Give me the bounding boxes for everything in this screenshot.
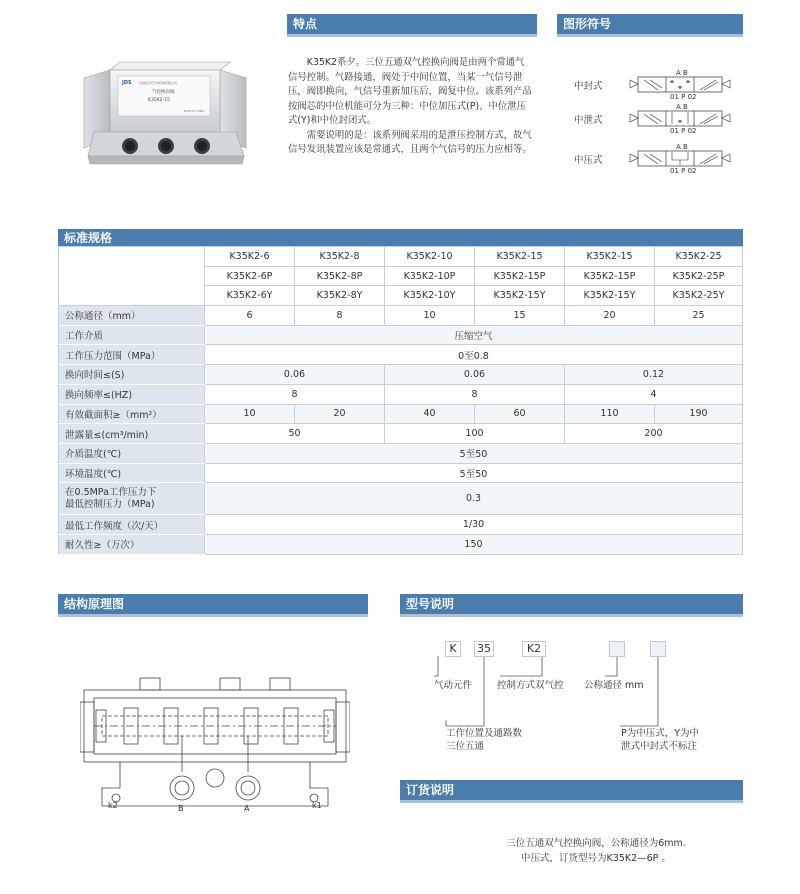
model-cell: K35K2-15P — [565, 266, 655, 286]
model-desc-bore: 公称通径 mm — [584, 680, 644, 691]
symbol-top-ports: A B — [676, 103, 688, 111]
cell: 0至0.8 — [205, 345, 743, 365]
table-row — [59, 306, 743, 326]
cell: 50 — [205, 424, 385, 444]
symbol-top-ports: A B — [676, 143, 688, 151]
spec-header — [58, 229, 743, 247]
cell: 压缩空气 — [205, 325, 743, 345]
model-cell: K35K2-25 — [655, 247, 743, 267]
table-row — [59, 247, 743, 267]
model-code-35: 35 — [474, 641, 494, 657]
model-cell: K35K2-10 — [385, 247, 475, 267]
row-label: 工作压力范围（MPa） — [59, 345, 205, 365]
model-cell: K35K2-10P — [385, 266, 475, 286]
row-label — [59, 483, 205, 515]
cell: 5至50 — [205, 463, 743, 483]
cell: 110 — [565, 404, 655, 424]
cell: 6 — [205, 306, 295, 326]
model-title: 型号说明 — [406, 597, 455, 611]
cell: 8 — [385, 384, 565, 404]
row-label-line: 最低控制压力（MPa) — [65, 498, 155, 510]
cell: 0.06 — [205, 365, 385, 385]
model-desc-suffix — [621, 727, 699, 753]
model-code-k: K — [445, 641, 461, 657]
model-cell: K35K2-15 — [475, 247, 565, 267]
model-cell: K35K2-10Y — [385, 286, 475, 306]
model-cell: K35K2-6P — [205, 266, 295, 286]
row-label: 换向时间≤(S) — [59, 365, 205, 385]
port-label-b: B — [178, 804, 184, 813]
model-cell: K35K2-6 — [205, 247, 295, 267]
table-row — [59, 443, 743, 463]
model-cell: K35K2-8P — [295, 266, 385, 286]
row-label: 介质温度(℃) — [59, 443, 205, 463]
cell: 10 — [205, 404, 295, 424]
cell: 8 — [295, 306, 385, 326]
symbol-label: 中压式 — [574, 155, 603, 166]
cell: 4 — [565, 384, 743, 404]
symbol-label: 中泄式 — [574, 115, 603, 126]
structure-diagram — [80, 660, 350, 820]
symbol-label: 中封式 — [574, 81, 603, 92]
cell: 0.12 — [565, 365, 743, 385]
cell: 200 — [565, 424, 743, 444]
structure-title: 结构原理图 — [64, 597, 125, 611]
table-row — [59, 424, 743, 444]
row-label: 工作介质 — [59, 325, 205, 345]
order-title: 订货说明 — [406, 783, 455, 797]
table-row — [59, 515, 743, 535]
table-row — [59, 404, 743, 424]
model-cell: K35K2-15P — [475, 266, 565, 286]
model-cell: K35K2-15 — [565, 247, 655, 267]
model-cell: K35K2-25P — [655, 266, 743, 286]
valve-symbol-exhaust-center — [628, 102, 732, 134]
order-line-1: 三位五通双气控换向阀，公称通径为6mm. — [506, 838, 686, 849]
symbol-header — [557, 14, 743, 34]
product-name: 气控换向阀 — [152, 90, 175, 95]
symbol-bottom-ports: 01 P 02 — [670, 127, 697, 134]
row-label-line: 在0.5MPa工作压力下 — [65, 486, 157, 498]
cell: 5至50 — [205, 443, 743, 463]
table-row — [59, 534, 743, 554]
model-desc-35-line: 工作位置及通路数 — [446, 728, 523, 739]
port-label-k2: k2 — [108, 801, 118, 810]
model-header — [400, 594, 743, 614]
valve-symbol-pressure-center — [628, 142, 732, 174]
model-desc-35 — [446, 727, 522, 753]
table-row — [59, 325, 743, 345]
cell: 25 — [655, 306, 743, 326]
table-row — [59, 345, 743, 365]
row-label: 环境温度(℃) — [59, 463, 205, 483]
model-desc-suffix-line: P为中压式，Y为中 — [621, 728, 700, 739]
cell: 0.06 — [385, 365, 565, 385]
valve-symbol-closed-center — [628, 68, 732, 100]
model-cell: K35K2-15Y — [565, 286, 655, 306]
order-text — [466, 836, 726, 866]
table-row — [59, 463, 743, 483]
features-paragraph-1: K35K2系夕。三位五通双气控换向阀是由两个常通气信号控制。气路接通，阀处于中间位置，当某一气信号泄压，阀即换向，气信号重新加压后，阀复中位。该系列产品按阀芯的中位机能可分为三种：中位加压式(P)、中位泄压式(Y)和中位封闭式。 — [288, 57, 532, 126]
cell: 8 — [205, 384, 385, 404]
row-label: 耐久性≥（万次） — [59, 534, 205, 554]
model-code-suffix-slot — [650, 641, 666, 657]
row-label: 有效截面积≥（mm²） — [59, 404, 205, 424]
table-corner — [59, 247, 205, 306]
spec-table — [58, 246, 743, 555]
port-label-a: A — [244, 804, 250, 813]
model-desc-k: 气动元件 — [434, 680, 473, 691]
table-row — [59, 483, 743, 515]
model-desc-suffix-line: 泄式中封式不标注 — [621, 741, 698, 752]
model-cell: K35K2-8 — [295, 247, 385, 267]
order-header — [400, 780, 743, 800]
cell: 150 — [205, 534, 743, 554]
row-label: 公称通径（mm） — [59, 306, 205, 326]
product-footer: MADE IN CHINA — [184, 110, 205, 113]
cell: 1/30 — [205, 515, 743, 535]
model-desc-35-line: 三位五通 — [446, 741, 485, 752]
product-logo: JDS — [122, 80, 132, 86]
product-company: 宁波佳尔灵气动机械有限公司 — [138, 81, 178, 85]
order-line-2: 中压式，订货型号为K35K2—6P 。 — [521, 853, 671, 864]
features-header — [287, 14, 537, 34]
model-code-bore-slot — [609, 641, 625, 657]
model-desc-k2: 控制方式双气控 — [497, 680, 564, 691]
product-image — [80, 60, 250, 170]
cell: 20 — [565, 306, 655, 326]
model-cell: K35K2-8Y — [295, 286, 385, 306]
features-title: 特点 — [293, 17, 318, 31]
row-label: 换向频率≤(HZ) — [59, 384, 205, 404]
model-cell: K35K2-15Y — [475, 286, 565, 306]
structure-header — [58, 594, 368, 614]
table-row — [59, 384, 743, 404]
cell: 15 — [475, 306, 565, 326]
cell: 10 — [385, 306, 475, 326]
features-text — [288, 56, 533, 158]
symbol-title: 图形符号 — [563, 17, 612, 31]
symbol-top-ports: A B — [676, 69, 688, 77]
symbol-row — [574, 142, 734, 174]
table-row — [59, 365, 743, 385]
spec-title: 标准规格 — [64, 231, 113, 245]
model-cell: K35K2-6Y — [205, 286, 295, 306]
symbol-bottom-ports: 01 P 02 — [670, 93, 697, 100]
cell: 190 — [655, 404, 743, 424]
symbol-row — [574, 68, 734, 100]
cell: 40 — [385, 404, 475, 424]
cell: 0.3 — [205, 483, 743, 515]
symbol-bottom-ports: 01 P 02 — [670, 167, 697, 174]
symbol-row — [574, 102, 734, 134]
cell: 100 — [385, 424, 565, 444]
features-paragraph-2: 需要说明的是：该系列阀采用的是泄压控制方式，故气信号发讯装置应该是常通式，且两个气信号的压力应相等。 — [288, 129, 532, 155]
port-label-k1: k1 — [312, 801, 322, 810]
cell: 60 — [475, 404, 565, 424]
model-cell: K35K2-25Y — [655, 286, 743, 306]
row-label: 最低工作频度（次/天） — [59, 515, 205, 535]
cell: 20 — [295, 404, 385, 424]
model-code-k2: K2 — [522, 641, 546, 657]
product-model: K35K2-15 — [148, 98, 170, 103]
row-label: 泄露量≤(cm³/min) — [59, 424, 205, 444]
